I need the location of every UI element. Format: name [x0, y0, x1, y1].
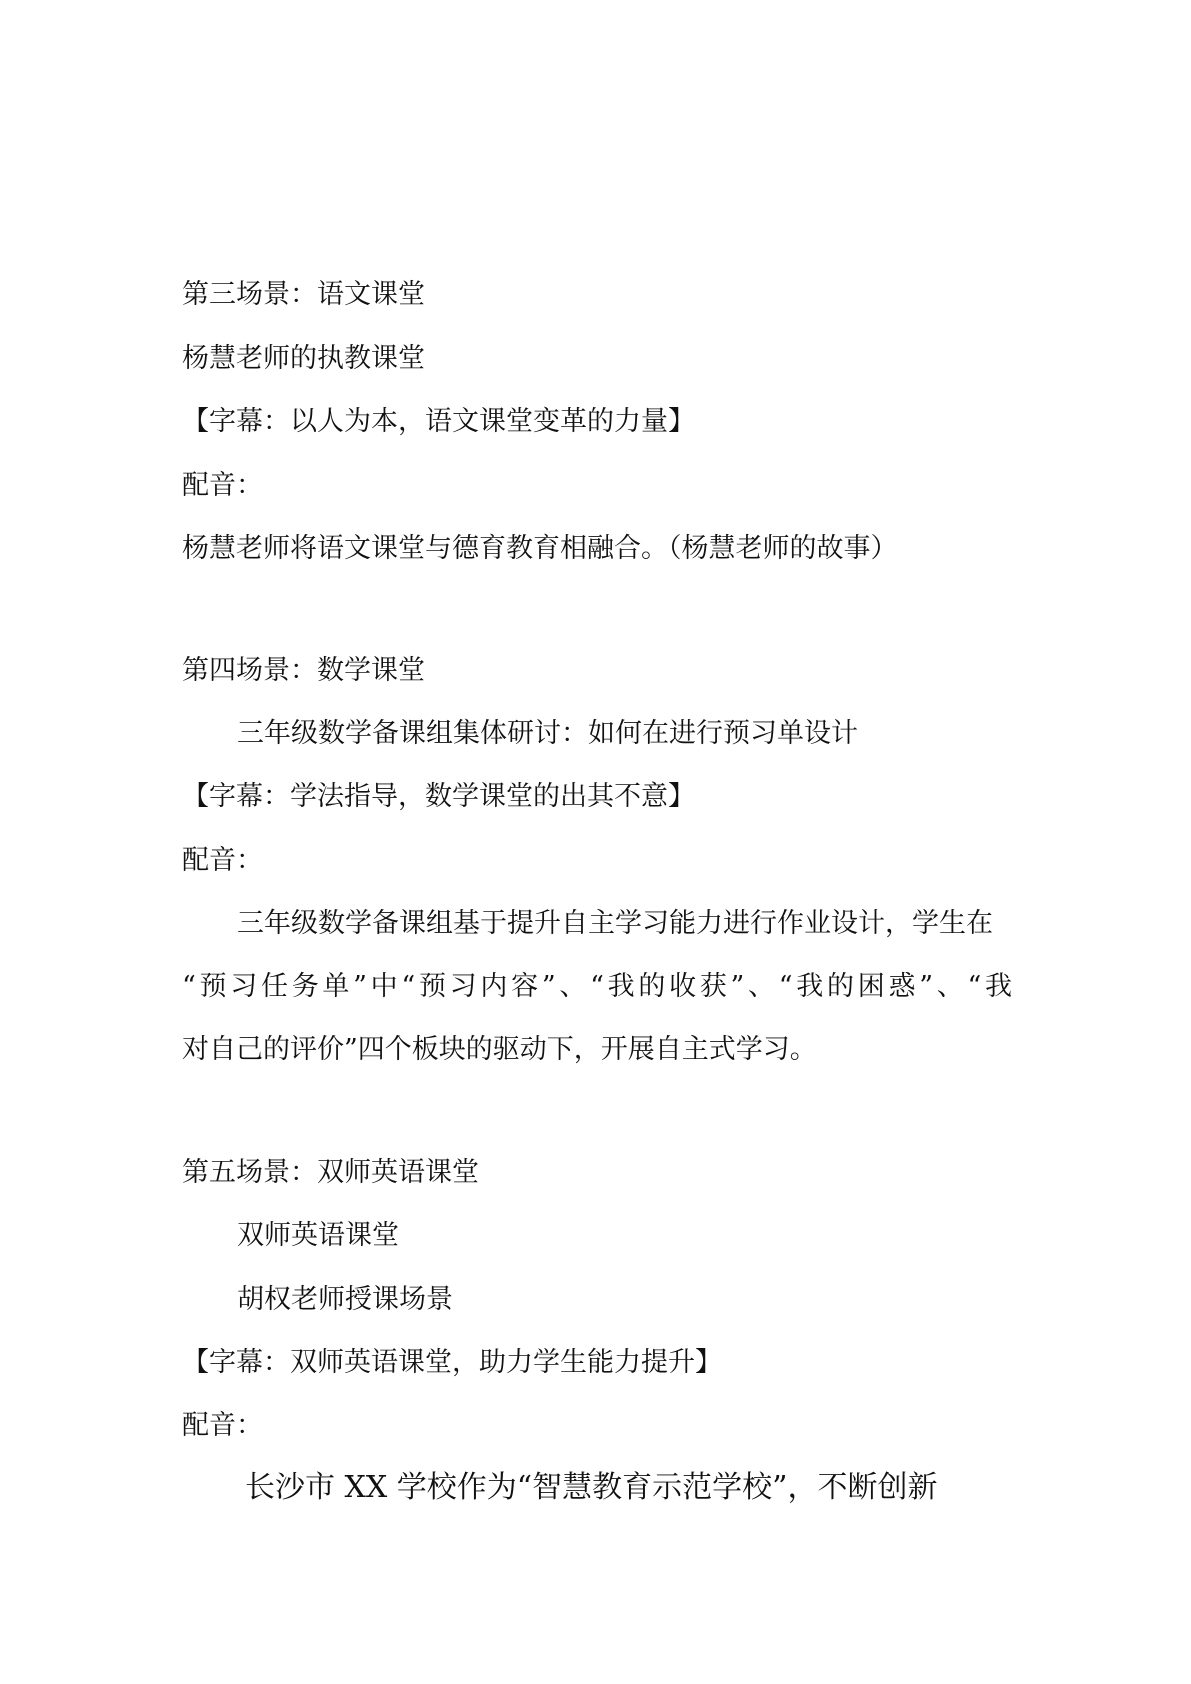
scene-3-title: 第三场景：语文课堂	[182, 279, 425, 310]
scene-4-voiceover-2: “预习任务单”中“预习内容”、“我的收获”、“我的困惑”、“我	[182, 971, 1012, 1002]
scene-4-line-1: 三年级数学备课组集体研讨：如何在进行预习单设计	[237, 718, 858, 749]
scene-3-line-1: 杨慧老师的执教课堂	[182, 343, 425, 374]
scene-4-title: 第四场景：数学课堂	[182, 655, 425, 686]
scene-3-caption: 【字幕：以人为本，语文课堂变革的力量】	[182, 406, 695, 437]
scene-5-voiceover-1: 长沙市 XX 学校作为“智慧教育示范学校”，不断创新	[245, 1470, 938, 1505]
scene-5-caption: 【字幕：双师英语课堂，助力学生能力提升】	[182, 1347, 722, 1378]
scene-5-line-1: 双师英语课堂	[237, 1220, 399, 1251]
scene-3-voiceover-label: 配音：	[182, 470, 263, 501]
scene-4-voiceover-label: 配音：	[182, 845, 263, 876]
scene-5-line-2: 胡权老师授课场景	[237, 1284, 453, 1315]
scene-5-voiceover-label: 配音：	[182, 1410, 263, 1441]
scene-4-voiceover-1: 三年级数学备课组基于提升自主学习能力进行作业设计，学生在	[237, 908, 993, 939]
scene-4-voiceover-3: 对自己的评价”四个板块的驱动下，开展自主式学习。	[182, 1034, 817, 1065]
scene-3-voiceover-1: 杨慧老师将语文课堂与德育教育相融合。（杨慧老师的故事）	[182, 533, 898, 564]
scene-4-caption: 【字幕：学法指导，数学课堂的出其不意】	[182, 781, 695, 812]
scene-5-title: 第五场景：双师英语课堂	[182, 1157, 479, 1188]
